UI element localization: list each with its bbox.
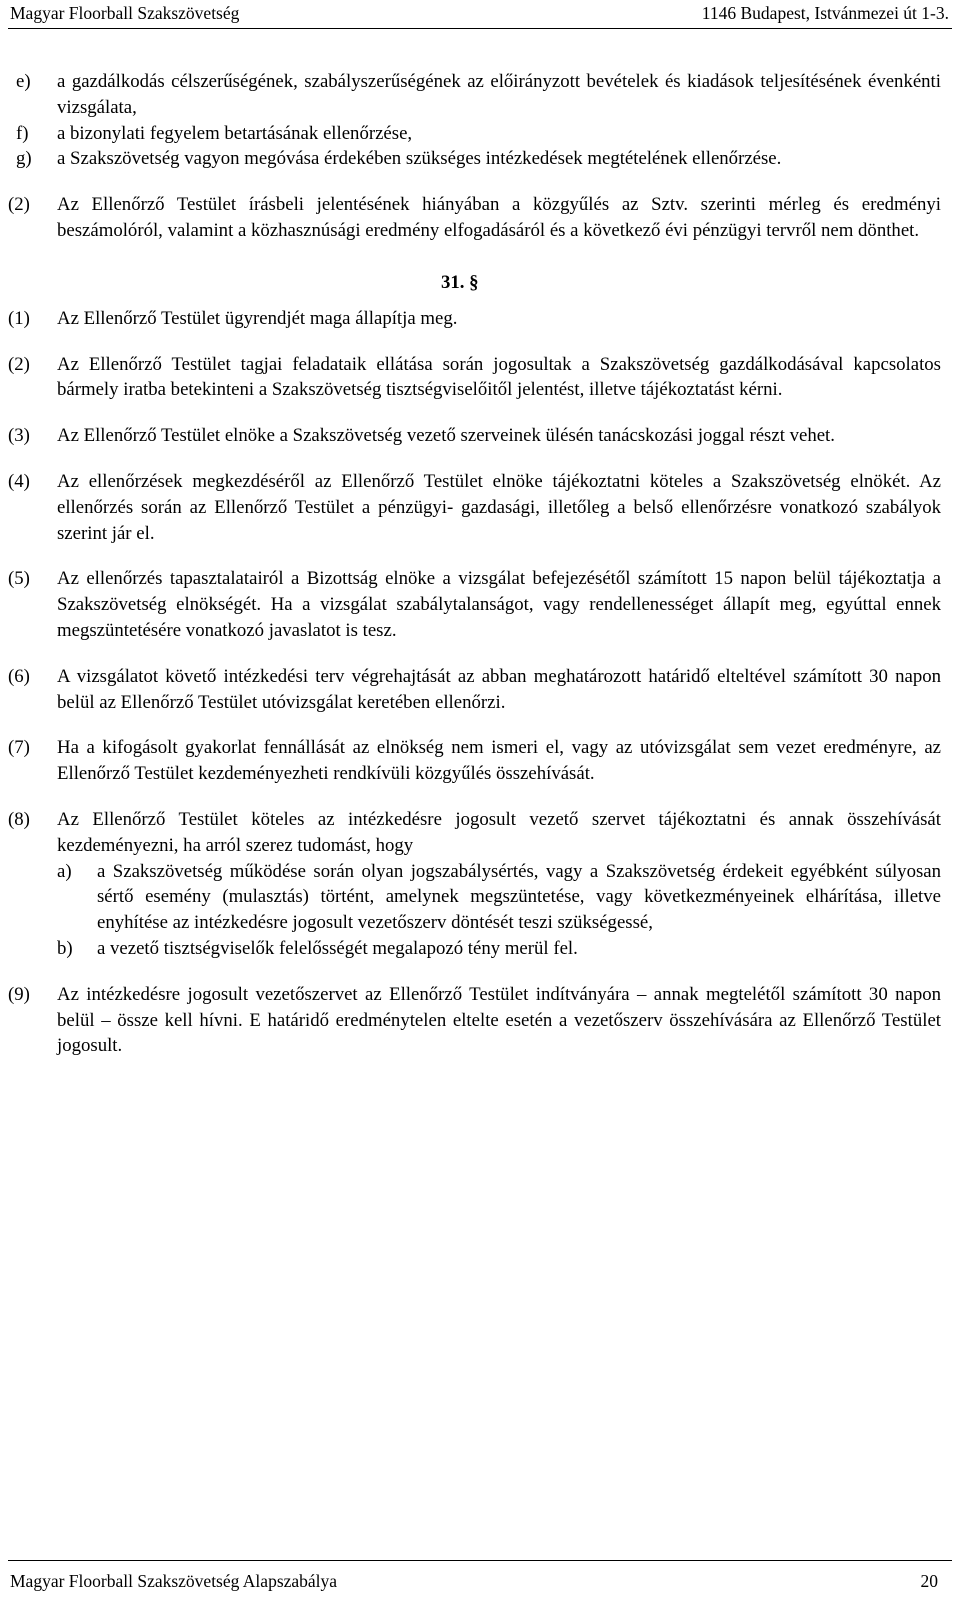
item-text: a gazdálkodás célszerűségének, szabályszerűségének az előirányzott bevételek és kiadások teljesítésének évenkénti vizsgálata,: [57, 71, 941, 118]
paragraph-text: Az Ellenőrző Testület elnöke a Szakszövetség vezető szerveinek ülésén tanácskozási joggal részt vehet.: [57, 425, 835, 447]
paragraph-number: (3): [8, 425, 30, 447]
item-label: f): [16, 122, 29, 144]
paragraph: [8, 469, 941, 546]
paragraph-number: (9): [8, 983, 30, 1005]
section-heading: 31. §: [441, 271, 479, 293]
paragraph: [8, 423, 941, 449]
footer-rule: [8, 1560, 952, 1561]
paragraph: [8, 192, 941, 244]
paragraph-text: Az Ellenőrző Testület írásbeli jelentésének hiányában a közgyűlés az Sztv. szerinti mérleg és eredményi beszámolóról, valamint a közhasznúsági eredmény elfogadásáról és a következő évi pénzügyi tervről nem dönthet.: [57, 194, 941, 241]
item-text: a Szakszövetség működése során olyan jogszabálysértés, vagy a Szakszövetség érdekeit egyébként súlyosan sértő esemény (mulasztás) történt, amelynek megszüntetése, vagy következményeinek elhárítása, illetve enyhítése az intézkedésre jogosult vezetőszerv döntését teszi szükségessé,: [97, 860, 941, 934]
list-item: [8, 146, 941, 172]
item-text: a vezető tisztségviselők felelősségét megalapozó tény merül fel.: [97, 937, 578, 959]
item-label: b): [57, 937, 73, 959]
item-label: a): [57, 860, 72, 882]
paragraph-number: (7): [8, 737, 30, 759]
paragraph-number: (1): [8, 307, 30, 329]
header-address: 1146 Budapest, Istvánmezei út 1-3.: [701, 3, 949, 23]
page-number: 20: [920, 1571, 938, 1591]
paragraph-text: Az Ellenőrző Testület köteles az intézkedésre jogosult vezető szervet tájékoztatni és annak összehívását kezdeményezni, ha arról szerez tudomást, hogy: [57, 808, 941, 856]
paragraph-text: Az Ellenőrző Testület tagjai feladataik ellátása során jogosultak a Szakszövetség gazdálkodásával kapcsolatos bármely iratba betekinteni a Szakszövetség tisztségviselőitől jelentést, illetve tájékoztatást kérni.: [57, 353, 941, 401]
paragraph-text: Az ellenőrzések megkezdéséről az Ellenőrző Testület elnöke tájékoztatni köteles a Szakszövetség elnökét. Az ellenőrzés során az Ellenőrző Testület a pénzügyi- gazdasági, illetőleg a belső ellenőrzésre vonatkozó szabályok szerint jár el.: [57, 470, 941, 544]
paragraph-number: (2): [8, 194, 30, 216]
paragraph: [8, 352, 941, 404]
paragraph-text: Az ellenőrzés tapasztalatairól a Bizottság elnöke a vizsgálat befejezésétől számított 15 napon belül tájékoztatja a Szakszövetség elnökségét. Ha a vizsgálat szabálytalanságot, vagy rendellenességet állapít meg, egyúttal ennek megszüntetésére vonatkozó javaslatot is tesz.: [57, 568, 941, 641]
list-item: [8, 121, 941, 147]
paragraph-text: A vizsgálatot követő intézkedési terv végrehajtását az abban meghatározott határidő elteltével számított 30 napon belül az Ellenőrző Testület utóvizsgálat keretében ellenőrzi.: [57, 665, 941, 713]
footer-title: Magyar Floorball Szakszövetség Alapszabálya: [10, 1571, 338, 1591]
document-body: [8, 69, 941, 1059]
paragraph-number: (2): [8, 353, 30, 375]
paragraph-number: (4): [8, 470, 30, 492]
list-item: [57, 936, 941, 962]
item-label: g): [16, 148, 32, 170]
header-organization: Magyar Floorball Szakszövetség: [10, 3, 240, 23]
page-header: [0, 0, 960, 30]
paragraph-number: (5): [8, 568, 30, 590]
paragraph: [8, 735, 941, 787]
paragraph-text: Az Ellenőrző Testület ügyrendjét maga állapítja meg.: [57, 307, 458, 329]
paragraph-number: (6): [8, 665, 30, 687]
list-item: [8, 69, 941, 121]
page-footer: [0, 1559, 960, 1597]
item-text: a bizonylati fegyelem betartásának ellenőrzése,: [57, 122, 413, 144]
paragraph: [8, 664, 941, 716]
header-rule: [8, 28, 952, 29]
paragraph: [8, 982, 941, 1059]
paragraph: [8, 807, 941, 962]
paragraph: [8, 566, 941, 643]
item-label: e): [16, 71, 31, 92]
paragraph-number: (8): [8, 808, 30, 830]
paragraph: [8, 306, 941, 332]
item-text: a Szakszövetség vagyon megóvása érdekében szükséges intézkedések megtételének ellenőrzése.: [57, 148, 782, 170]
list-item: [57, 859, 941, 936]
paragraph-text: Az intézkedésre jogosult vezetőszervet az Ellenőrző Testület indítványára – annak megtelétől számított 30 napon belül – össze kell hívni. E határidő eredménytelen eltelte esetén a vezetőszerv összehívására az Ellenőrző Testület jogosult.: [57, 983, 941, 1057]
paragraph-text: Ha a kifogásolt gyakorlat fennállását az elnökség nem ismeri el, vagy az utóvizsgálat sem vezet eredményre, az Ellenőrző Testület kezdeményezheti rendkívüli közgyűlés összehívását.: [57, 737, 941, 785]
